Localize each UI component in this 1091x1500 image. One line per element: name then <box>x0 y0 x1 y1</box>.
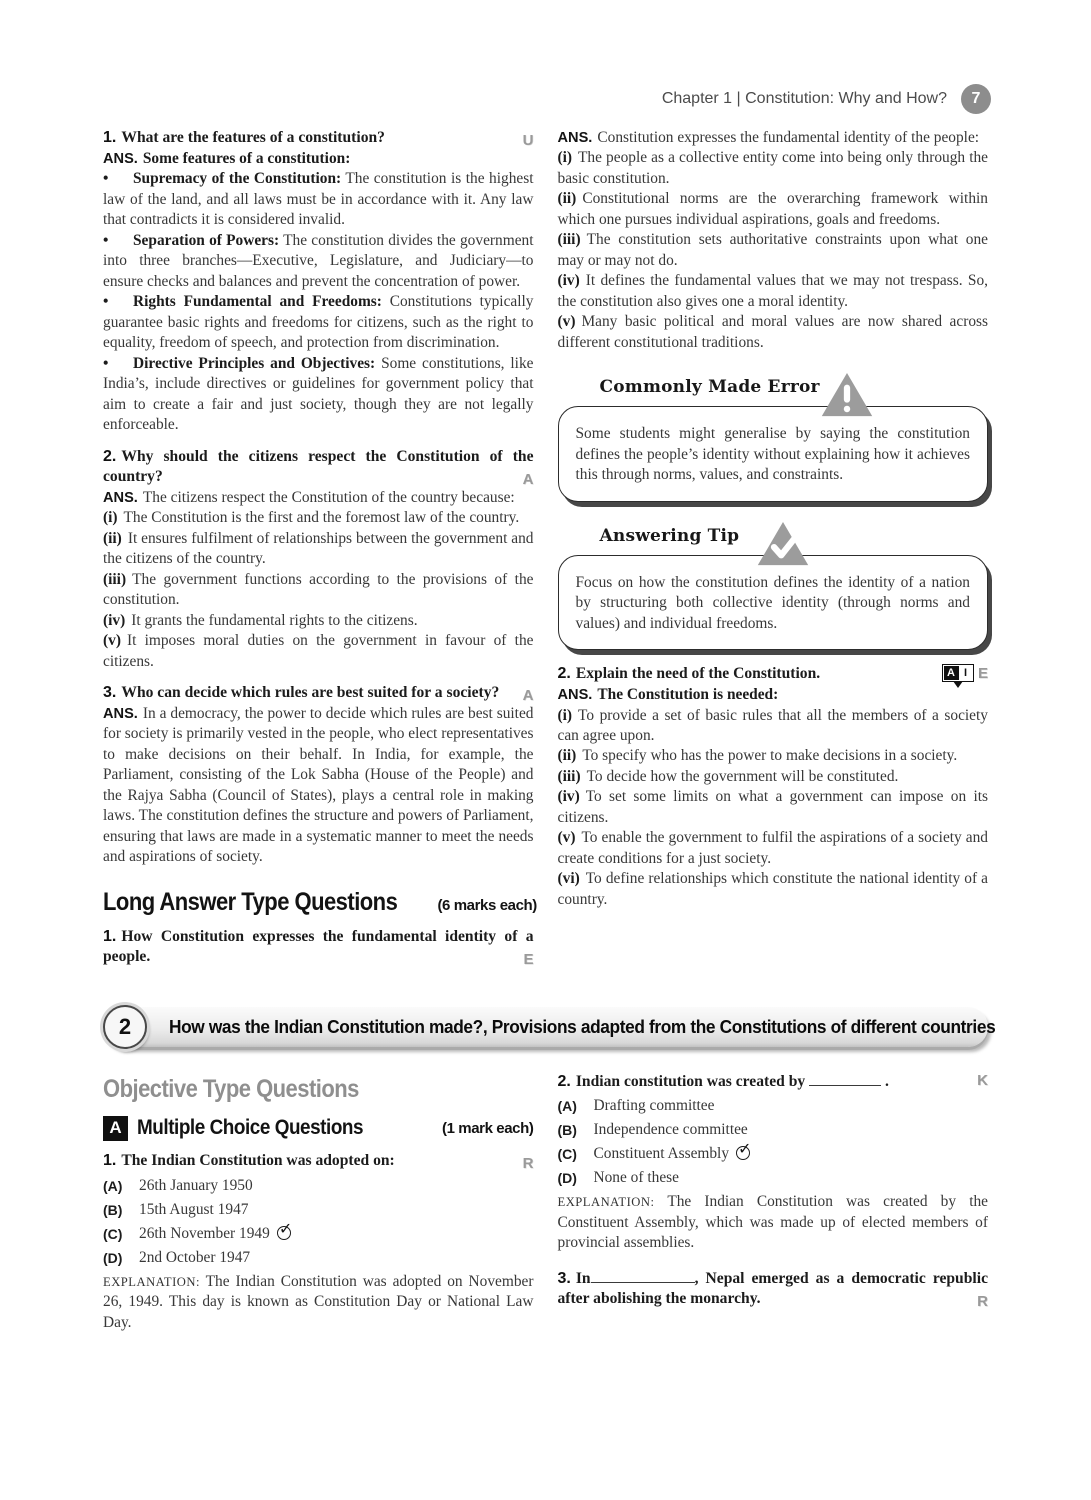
page-header <box>103 84 991 114</box>
objective-right-column <box>558 1071 989 1321</box>
question-number: 2. <box>557 665 571 683</box>
left-column <box>103 128 537 979</box>
laq-answer-1 <box>558 128 989 353</box>
ans-label: ANS. <box>103 150 138 167</box>
objective-heading: Objective Type Questions <box>103 1074 359 1103</box>
right-column <box>558 128 989 921</box>
option-text: 2nd October 1947 <box>139 1248 251 1266</box>
roman-item: (v) It imposes moral duties on the government in favour of the citizens. <box>103 632 534 670</box>
tip-box <box>558 555 989 650</box>
question-text: How Constitution expresses the fundamental identity of a people. <box>103 927 534 966</box>
laq-heading: Long Answer Type Questions <box>103 887 398 916</box>
chapter-title: Chapter 1 | Constitution: Why and How? <box>661 90 947 107</box>
question-line <box>558 1071 989 1093</box>
ai-book-icon: A I <box>942 664 974 682</box>
explanation-label: EXPLANATION: <box>103 1274 200 1289</box>
roman-item: (ii) To specify who has the power to make decisions in a society. <box>557 747 958 765</box>
mcq-heading: Multiple Choice Questions <box>137 1116 364 1140</box>
laq-marks: (6 marks each) <box>437 896 537 914</box>
answer-intro: ANS. The citizens respect the Constitution of the country because: <box>103 488 515 506</box>
option-row-correct: (C) Constituent Assembly✓ <box>558 1144 989 1164</box>
question-number: 3. <box>557 1269 571 1287</box>
question-text: What are the features of a constitution? <box>121 129 385 146</box>
question-number: 1. <box>103 927 117 945</box>
page-number-badge: 7 <box>961 84 991 114</box>
question-line <box>103 927 534 968</box>
question-number: 1. <box>103 129 117 146</box>
question-text: Who can decide which rules are best suited for a society? <box>121 684 500 701</box>
roman-item: (ii) It ensures fulfilment of relationships between the government and the citizens of the country. <box>103 529 534 568</box>
question-line <box>103 447 534 488</box>
roman-item: (iii) The government functions according to the provisions of the constitution. <box>103 570 534 609</box>
bullet-item: • Rights Fundamental and Freedoms: Constitutions typically guarantee basic rights and freedoms for citizens, such as the right to equality, freedom of speech, and protection from discrimination. <box>103 293 534 352</box>
option-text: Drafting committee <box>593 1097 715 1115</box>
ans-label: ANS. <box>103 705 138 722</box>
section-banner-title: How was the Indian Constitution made?, Provisions adapted from the Constitutions of different countries <box>169 1015 996 1037</box>
question-line <box>558 1268 989 1310</box>
roman-item: (v) To enable the government to fulfil the aspirations of a society and create conditions for a just society. <box>557 829 988 867</box>
question-text: Why should the citizens respect the Constitution of the country? <box>103 447 534 486</box>
roman-item: (iii) The constitution sets authoritative constraints upon what one may or may not do. <box>557 231 988 269</box>
ans-label: ANS. <box>557 687 593 704</box>
commonly-made-error-callout <box>558 377 989 501</box>
correct-answer-icon <box>277 1226 291 1240</box>
question-text: The Indian Constitution was adopted on: <box>121 1151 395 1169</box>
question-text-before-blank: Indian constitution was created by <box>575 1072 806 1090</box>
bullet-icon: • <box>103 231 109 249</box>
question-number: 2. <box>103 447 117 465</box>
error-box-body: Some students might generalise by saying the constitution defines the people’s identity without explaining how it achieves this through norms, values, and constraints. <box>575 425 970 484</box>
explanation-label: EXPLANATION: <box>557 1195 655 1210</box>
roman-item: (v) Many basic political and moral values are now shared across different constitutional traditions. <box>557 313 988 351</box>
top-columns <box>103 128 988 979</box>
option-row-correct: (C) 26th November 1949✓ <box>103 1224 534 1244</box>
option-row: (B) Independence committee <box>558 1120 989 1140</box>
saq-question-1 <box>103 128 534 436</box>
tip-box-body: Focus on how the constitution defines the identity of a nation by structuring both collective identity (through norms and values) and individual freedoms. <box>575 573 970 632</box>
correct-answer-icon <box>736 1146 750 1160</box>
roman-item: (iii) To decide how the government will be constituted. <box>557 767 899 785</box>
mcq-question-1 <box>103 1151 534 1333</box>
question-number: 1. <box>103 1151 117 1169</box>
roman-item: (iv) To set some limits on what a government can impose on its citizens. <box>557 788 988 826</box>
option-text: 26th January 1950 <box>139 1176 253 1194</box>
cognitive-level-icon: A <box>522 686 534 704</box>
saq-question-2 <box>103 447 534 672</box>
question-line <box>558 664 989 685</box>
page-content <box>103 128 996 1344</box>
question-line <box>103 683 534 704</box>
option-text: Constituent Assembly✓ <box>594 1144 751 1164</box>
laq-heading-row <box>103 887 537 917</box>
section-banner-pill <box>115 1007 996 1047</box>
question-text-after-blank: , Nepal emerged as a democratic republic after abolishing the monarchy. <box>557 1269 988 1308</box>
laq-question-1 <box>103 927 534 968</box>
explanation: EXPLANATION: The Indian Constitution was created by the Constituent Assembly, which was made up of elected members of provincial assemblies. <box>557 1193 988 1252</box>
roman-item: (ii) Constitutional norms are the overarching framework within which one pursues individual aspirations, goals and freedoms. <box>557 190 988 228</box>
roman-item: (iv) It defines the fundamental values that we may not trespass. So, the constitution also gives one a moral identity. <box>557 272 988 310</box>
mcq-question-2 <box>558 1071 989 1254</box>
bullet-item: • Separation of Powers: The constitution divides the government into three branches—Executive, Legislature, and Judiciary—to ensure checks and balances and prevent the concentration of power. <box>103 231 534 290</box>
question-text-before-blank: In <box>575 1269 591 1287</box>
cognitive-level-icon: A <box>522 470 534 488</box>
question-text: Explain the need of the Constitution. <box>575 665 821 683</box>
laq-question-2 <box>558 664 989 910</box>
ans-label: ANS. <box>103 489 138 506</box>
tip-box-title: Answering Tip <box>599 525 740 546</box>
question-line <box>103 128 534 149</box>
section-number-badge: 2 <box>103 1005 147 1049</box>
bullet-item: • Directive Principles and Objectives: Some constitutions, like India’s, include directives or guidelines for government policy that aim to create a fair and just society, though they are not legally enforceable. <box>103 354 534 434</box>
roman-item: (iv) It grants the fundamental rights to the citizens. <box>103 611 418 629</box>
cognitive-level-icon: E <box>977 664 988 682</box>
cognitive-level-icon: E <box>523 950 534 968</box>
error-box-title: Commonly Made Error <box>599 377 820 398</box>
bullet-icon: • <box>103 354 109 372</box>
saq-question-3 <box>103 683 534 868</box>
bullet-item: • Supremacy of the Constitution: The constitution is the highest law of the land, and all laws must be in accordance with it. Any law that contradicts it is considered invalid. <box>103 170 534 229</box>
roman-item: (vi) To define relationships which constitute the national identity of a country. <box>557 870 988 908</box>
answer-intro: ANS. Some features of a constitution: <box>103 149 351 167</box>
fill-in-blank <box>809 1071 881 1086</box>
question-text-after-blank: . <box>884 1072 889 1090</box>
explanation: EXPLANATION: The Indian Constitution was adopted on November 26, 1949. This day is known as Constitution Day or National Law Day. <box>103 1272 534 1331</box>
answering-tip-callout <box>558 526 989 650</box>
cognitive-level-icon: K <box>977 1071 988 1089</box>
cognitive-level-icon: R <box>977 1292 988 1310</box>
question-icons <box>942 664 988 682</box>
answer-paragraph: ANS. In a democracy, the power to decide which rules are best suited for society is primarily vested in the people, who elect representatives to make decisions on their behalf. In India, for example, the Parliament, consisting of the Lok Sabha (House of the People) and the Rajya Sabha (Council of States), plays a central role in making laws. The constitution defines the structure and powers of Parliament, ensuring that laws are made in a systematic manner to meet the needs and aspirations of society. <box>103 704 534 866</box>
cognitive-level-icon: U <box>522 131 534 149</box>
question-number: 3. <box>103 684 117 701</box>
cognitive-level-icon: R <box>522 1154 534 1172</box>
bullet-icon: • <box>103 293 109 311</box>
answer-intro: ANS. Constitution expresses the fundamental identity of the people: <box>557 129 980 146</box>
warning-triangle-icon <box>820 371 874 419</box>
option-text: Independence committee <box>593 1121 748 1139</box>
option-text: 26th November 1949✓ <box>139 1224 291 1244</box>
answer-intro: ANS. The Constitution is needed: <box>557 686 779 704</box>
fill-in-blank <box>591 1268 695 1283</box>
option-text: 15th August 1947 <box>139 1200 249 1218</box>
roman-item: (i) The people as a collective entity come into being only through the basic constitution. <box>557 149 988 187</box>
check-triangle-icon <box>756 520 810 568</box>
option-row: (D) None of these <box>558 1168 989 1188</box>
section-banner <box>103 1005 996 1051</box>
roman-item: (i) The Constitution is the first and the foremost law of the country. <box>103 509 520 527</box>
option-row: (A) 26th January 1950 <box>103 1176 534 1196</box>
error-box <box>558 406 989 501</box>
mcq-question-3 <box>558 1268 989 1310</box>
mcq-marks: (1 mark each) <box>441 1119 534 1137</box>
question-line <box>103 1151 534 1172</box>
mcq-heading-row <box>103 1116 534 1141</box>
option-row: (B) 15th August 1947 <box>103 1200 534 1220</box>
option-text: None of these <box>593 1169 679 1187</box>
roman-item: (i) To provide a set of basic rules that all the members of a society can agree upon. <box>557 706 988 744</box>
question-number: 2. <box>557 1072 571 1090</box>
ans-label: ANS. <box>557 130 593 146</box>
bottom-columns <box>103 1071 988 1344</box>
bullet-icon: • <box>103 170 109 188</box>
section-a-badge: A <box>103 1116 128 1141</box>
objective-left-column <box>103 1071 534 1344</box>
option-row: (D) 2nd October 1947 <box>103 1248 534 1268</box>
option-row: (A) Drafting committee <box>558 1096 989 1116</box>
